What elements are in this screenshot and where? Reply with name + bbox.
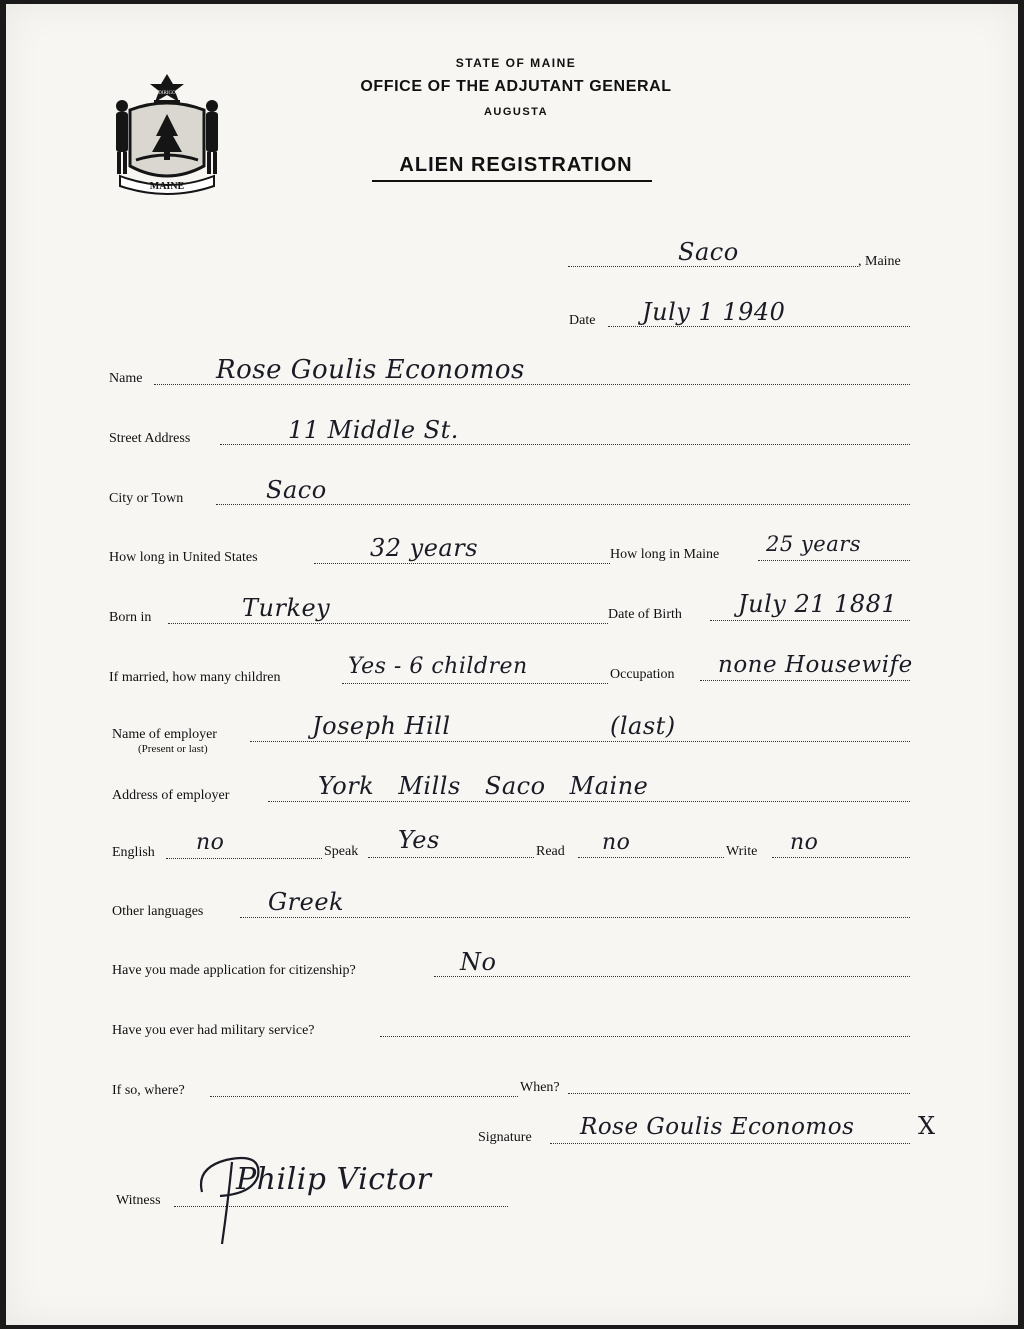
seal-motto-text: DIRIGO: [158, 91, 176, 96]
employer-label: Name of employer: [112, 727, 217, 742]
employer-value: Joseph Hill: [312, 712, 451, 740]
city-label: City or Town: [109, 491, 184, 506]
dob-value: July 21 1881: [738, 590, 898, 618]
write-label: Write: [726, 844, 758, 859]
english-line: [166, 858, 322, 859]
witness-label: Witness: [116, 1193, 161, 1208]
date-line: [608, 326, 910, 327]
signature-value: Rose Goulis Economos: [580, 1114, 855, 1140]
occupation-label: Occupation: [610, 667, 675, 682]
when-label: When?: [520, 1080, 560, 1095]
how-long-maine-line: [758, 560, 910, 561]
signature-mark: X: [918, 1112, 936, 1140]
name-label: Name: [109, 371, 143, 386]
other-languages-line: [240, 917, 910, 918]
title-underline: [372, 180, 652, 182]
write-line: [772, 857, 910, 858]
employer-note: (last): [610, 712, 676, 740]
born-in-label: Born in: [109, 610, 152, 625]
write-value: no: [790, 830, 819, 855]
state-heading: STATE OF MAINE: [455, 56, 577, 70]
town-value: Saco: [678, 238, 739, 266]
citizenship-label: Have you made application for citizenship?: [112, 963, 356, 978]
children-label: If married, how many children: [109, 670, 281, 685]
other-languages-value: Greek: [268, 888, 345, 916]
when-line: [568, 1093, 910, 1094]
read-line: [578, 857, 724, 858]
how-long-maine-label: How long in Maine: [610, 547, 720, 562]
occupation-value: none Housewife: [718, 652, 913, 678]
date-label: Date: [569, 313, 596, 328]
speak-label: Speak: [324, 844, 359, 859]
other-languages-label: Other languages: [112, 904, 204, 919]
street-value: 11 Middle St.: [288, 416, 459, 444]
employer-address-line: [268, 801, 910, 802]
children-line: [342, 683, 608, 684]
how-long-us-value: 32 years: [370, 534, 479, 562]
witness-value: Philip Victor: [236, 1162, 432, 1197]
speak-value: Yes: [398, 826, 440, 854]
street-line: [220, 444, 910, 445]
city-heading: AUGUSTA: [483, 106, 549, 118]
town-line: [568, 266, 858, 267]
where-line: [210, 1096, 518, 1097]
registration-form: [6, 4, 1018, 1325]
employer-sublabel: (Present or last): [138, 743, 208, 755]
maine-label: , Maine: [858, 254, 901, 269]
children-value: Yes - 6 children: [348, 654, 528, 679]
speak-line: [368, 857, 534, 858]
born-in-value: Turkey: [242, 594, 331, 622]
employer-address-label: Address of employer: [112, 788, 230, 803]
employer-address-value: York Mills Saco Maine: [318, 772, 649, 800]
employer-line: [250, 741, 910, 742]
office-heading: OFFICE OF THE ADJUTANT GENERAL: [360, 78, 672, 95]
signature-label: Signature: [478, 1130, 532, 1145]
how-long-us-label: How long in United States: [109, 550, 258, 565]
how-long-us-line: [314, 563, 610, 564]
military-line: [380, 1036, 910, 1037]
city-value: Saco: [266, 476, 327, 504]
seal-banner-text: MAINE: [149, 181, 185, 192]
read-label: Read: [536, 844, 565, 859]
citizenship-line: [434, 976, 910, 977]
dob-line: [710, 620, 910, 621]
city-line: [216, 504, 910, 505]
where-label: If so, where?: [112, 1083, 185, 1098]
english-value: no: [196, 830, 225, 855]
maine-state-seal-icon: [112, 70, 222, 196]
name-value: Rose Goulis Economos: [216, 355, 525, 385]
form-title: ALIEN REGISTRATION: [399, 154, 633, 176]
signature-line: [550, 1143, 910, 1144]
how-long-maine-value: 25 years: [766, 532, 862, 556]
military-label: Have you ever had military service?: [112, 1023, 315, 1038]
dob-label: Date of Birth: [608, 607, 682, 622]
street-label: Street Address: [109, 431, 191, 446]
born-in-line: [168, 623, 608, 624]
english-label: English: [112, 845, 155, 860]
read-value: no: [602, 830, 631, 855]
date-value: July 1 1940: [642, 298, 786, 326]
citizenship-value: No: [460, 948, 497, 976]
occupation-line: [700, 680, 910, 681]
